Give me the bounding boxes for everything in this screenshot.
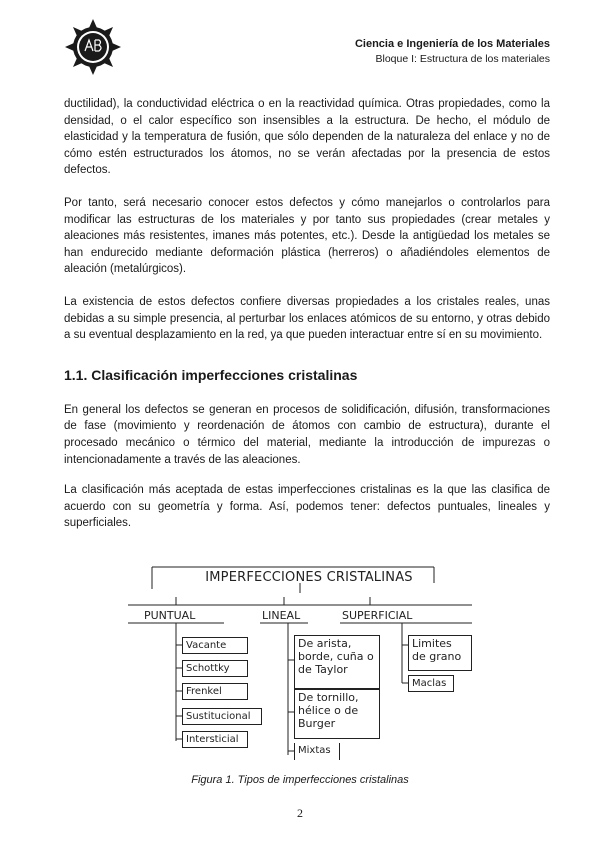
- paragraph: ductilidad), la conductividad eléctrica o en la reactividad química. Otras propiedades, como la densidad, o el calor específico son insensibles a la estructura. De hecho, el módulo de elasticidad y la temperatura de fusión, que sólo dependen de la naturaleza del enlace y no de cómo estén estructurados los átomos, no se verán afectadas por la presencia de estos defectos.: [64, 98, 550, 177]
- puntual-item: Intersticial: [182, 731, 248, 748]
- puntual-item: Vacante: [182, 637, 248, 654]
- puntual-item: Schottky: [182, 660, 248, 677]
- paragraph: En general los defectos se generan en procesos de solidificación, difusión, transformaciones de fase (movimiento y reordenación de átomos con cambio de estructura), durante el procesado mecánico o térmico del material, mediante la introducción de impurezas o intencionadamente a través de las aleaciones.: [64, 403, 550, 466]
- header-subtitle: Bloque I: Estructura de los materiales: [375, 53, 550, 65]
- superficial-item: Maclas: [408, 675, 454, 692]
- lineal-item: Mixtas: [294, 743, 340, 760]
- puntual-item: Sustitucional: [182, 708, 262, 725]
- section-heading: 1.1. Clasificación imperfecciones cristalinas: [64, 366, 358, 383]
- category-puntual: PUNTUAL: [144, 609, 196, 622]
- header-title: Ciencia e Ingeniería de los Materiales: [354, 38, 550, 50]
- document-body: [64, 96, 550, 546]
- puntual-item: Frenkel: [182, 683, 248, 700]
- imperfections-diagram: [128, 565, 472, 765]
- diagram-title: IMPERFECCIONES CRISTALINAS: [205, 570, 413, 585]
- superficial-item: Limites de grano: [408, 635, 472, 671]
- page-number: 2: [297, 806, 303, 820]
- lineal-item: De arista, borde, cuña o de Taylor: [294, 635, 380, 689]
- category-superficial: SUPERFICIAL: [342, 609, 413, 622]
- paragraph: La existencia de estos defectos confiere diversas propiedades a los cristales reales, unas debidas a su simple presencia, al perturbar los enlaces atómicos de su entorno, y otras debido a su eventual desplazamiento en la red, ya que pueden interactuar entre sí en su movimiento.: [64, 295, 550, 342]
- university-seal-logo: [64, 18, 122, 76]
- figure-caption: Figura 1. Tipos de imperfecciones cristalinas: [191, 774, 409, 786]
- lineal-item: De tornillo, hélice o de Burger: [294, 689, 380, 739]
- category-lineal: LINEAL: [262, 609, 301, 622]
- paragraph: La clasificación más aceptada de estas imperfecciones cristalinas es la que las clasifica de acuerdo con su geometría y forma. Así, podemos tener: defectos puntuales, lineales y superficiales.: [64, 484, 550, 530]
- paragraph: Por tanto, será necesario conocer estos defectos y cómo manejarlos o controlarlos para modificar las estructuras de los materiales y por tanto sus propiedades (crear metales y aleaciones más resistentes, imanes más potentes, etc.). Desde la antigüedad los metales se han endurecido mediante deformación plástica (herreros) o añadiéndoles elementos de aleación (metalúrgicos).: [64, 196, 550, 276]
